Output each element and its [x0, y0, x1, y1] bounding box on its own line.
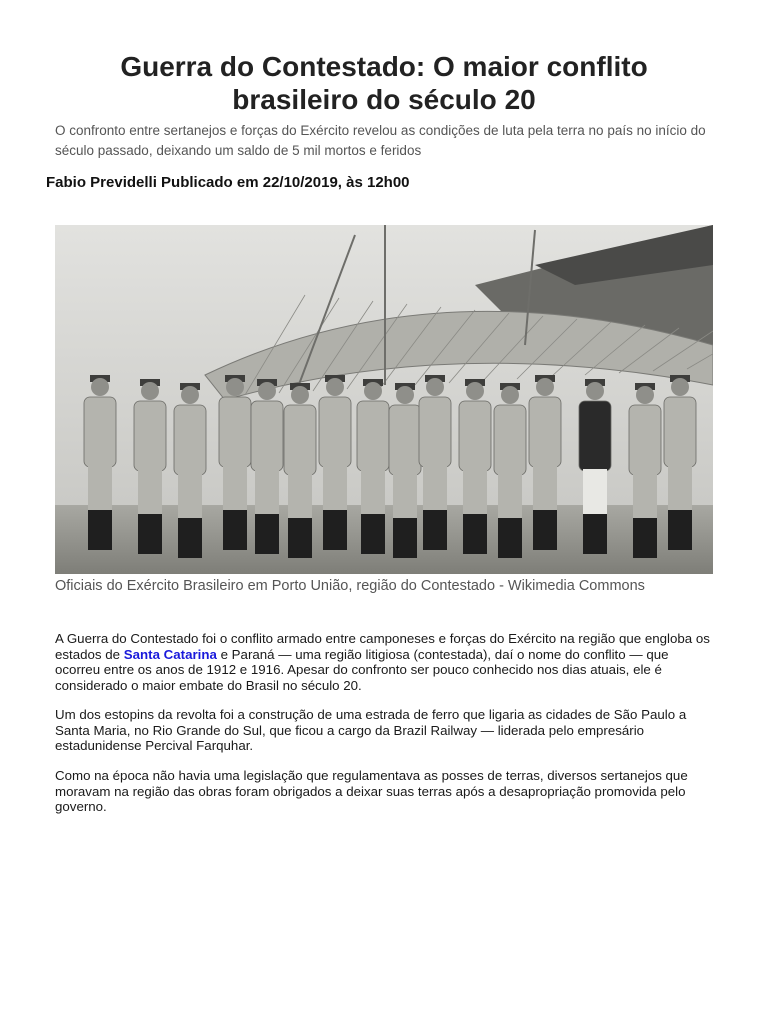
article-byline: Fabio Previdelli Publicado em 22/10/2019, às 12h00	[46, 174, 410, 191]
photo-officer-figure	[529, 375, 561, 550]
paragraph-1-text-start: A Guerra do Contestado foi o conflito armado entre camponeses e forças do Exército na região que engloba os estados de	[55, 631, 710, 662]
photo-officer-figure	[629, 383, 661, 558]
paragraph-1-text-end: e Paraná — uma região litigiosa (contestada), daí o nome do conflito — que ocorreu entre os anos de 1912 e 1916. Apesar do confronto ser pouco conhecido nos dias atuais, ele é considerado o maior embate do Brasil no século 20.	[55, 646, 669, 693]
santa-catarina-link[interactable]: Santa Catarina	[123, 646, 217, 662]
photo-officer-figure	[389, 383, 421, 558]
photo-officer-figure	[134, 379, 166, 554]
article-photo	[55, 225, 713, 574]
photo-officer-figure	[357, 379, 389, 554]
officers-photo-illustration	[55, 225, 713, 574]
article-paragraph-1	[55, 631, 715, 693]
photo-officer-figure	[494, 383, 526, 558]
article-title: Guerra do Contestado: O maior conflito brasileiro do século 20	[120, 51, 648, 115]
photo-officer-figure	[251, 379, 283, 554]
photo-officer-figure	[84, 375, 116, 550]
photo-officer-figure	[284, 383, 316, 558]
photo-caption: Oficiais do Exército Brasileiro em Porto União, região do Contestado - Wikimedia Commons	[55, 578, 645, 594]
photo-officer-figure	[459, 379, 491, 554]
photo-officer-figure	[319, 375, 351, 550]
article-paragraph-2: Um dos estopins da revolta foi a construção de uma estrada de ferro que ligaria as cidades de São Paulo a Santa Maria, no Rio Grande do Sul, que ficou a cargo da Brazil Railway — liderada pelo empresário estadunidense Percival Farquhar.	[55, 707, 687, 754]
photo-officer-figure	[579, 379, 611, 554]
photo-officer-figure	[664, 375, 696, 550]
article-subtitle: O confronto entre sertanejos e forças do Exército revelou as condições de luta pela terra no país no início do século passado, deixando um saldo de 5 mil mortos e feridos	[55, 123, 706, 158]
article-paragraph-3: Como na época não havia uma legislação que regulamentava as posses de terras, diversos sertanejos que moravam na região das obras foram obrigados a deixar suas terras após a desapropriação promovida pelo governo.	[55, 768, 688, 815]
photo-officer-figure	[219, 375, 251, 550]
photo-officer-figure	[419, 375, 451, 550]
photo-officer-figure	[174, 383, 206, 558]
